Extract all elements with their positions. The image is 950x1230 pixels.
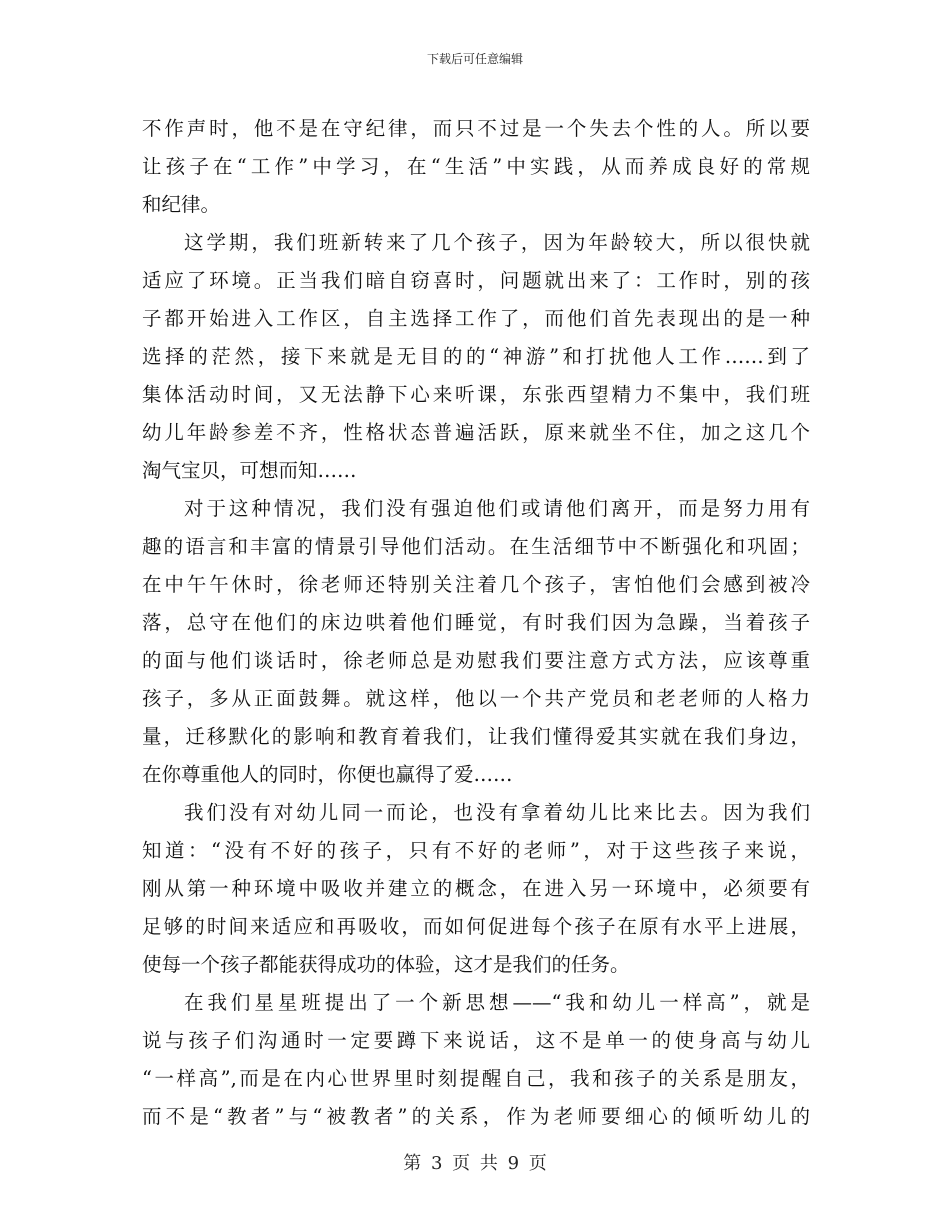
text-line: “一样高”,而是在内心世界里时刻提醒自己，我和孩子的关系是朋友， xyxy=(142,1067,810,1090)
text-line: 孩子，多从正面鼓舞。就这样，他以一个共产党员和老老师的人格力 xyxy=(142,687,810,710)
text-line: 和纪律。 xyxy=(142,193,221,216)
text-line: 子都开始进入工作区，自主选择工作了，而他们首先表现出的是一种 xyxy=(142,307,810,330)
text-line: 淘气宝贝，可想而知…… xyxy=(142,459,357,482)
text-line: 量，迁移默化的影响和教育着我们，让我们懂得爱其实就在我们身边， xyxy=(142,725,810,748)
page-header-note: 下载后可任意编辑 xyxy=(426,52,523,66)
text-line: 知道：“没有不好的孩子，只有不好的老师”，对于这些孩子来说， xyxy=(142,839,810,862)
text-line: 集体活动时间，又无法静下心来听课，东张西望精力不集中，我们班 xyxy=(142,383,810,406)
text-line: 说与孩子们沟通时一定要蹲下来说话，这不是单一的使身高与幼儿 xyxy=(142,1029,810,1052)
text-line: 不作声时，他不是在守纪律，而只不过是一个失去个性的人。所以要 xyxy=(142,117,810,140)
text-line: 让孩子在“工作”中学习，在“生活”中实践，从而养成良好的常规 xyxy=(142,155,810,178)
text-line: 对于这种情况，我们没有强迫他们或请他们离开，而是努力用有 xyxy=(184,497,810,520)
text-line: 幼儿年龄参差不齐，性格状态普遍活跃，原来就坐不住，加之这几个 xyxy=(142,421,810,444)
page-footer-page-number: 第 3 页 共 9 页 xyxy=(403,1153,547,1174)
text-line: 适应了环境。正当我们暗自窃喜时，问题就出来了：工作时，别的孩 xyxy=(142,269,810,292)
text-line: 而不是“教者”与“被教者”的关系，作为老师要细心的倾听幼儿的 xyxy=(142,1105,810,1128)
text-line: 刚从第一种环境中吸收并建立的概念，在进入另一环境中，必须要有 xyxy=(142,877,810,900)
text-line: 的面与他们谈话时，徐老师总是劝慰我们要注意方式方法，应该尊重 xyxy=(142,649,810,672)
text-line: 在我们星星班提出了一个新思想——“我和幼儿一样高”，就是 xyxy=(184,991,810,1014)
text-line: 使每一个孩子都能获得成功的体验，这才是我们的任务。 xyxy=(142,953,630,976)
text-line: 这学期，我们班新转来了几个孩子，因为年龄较大，所以很快就 xyxy=(184,231,810,254)
text-line: 在中午午休时，徐老师还特别关注着几个孩子，害怕他们会感到被冷 xyxy=(142,573,810,596)
text-line: 落，总守在他们的床边哄着他们睡觉，有时我们因为急躁，当着孩子 xyxy=(142,611,810,634)
text-line: 在你尊重他人的同时，你便也赢得了爱…… xyxy=(142,763,513,786)
text-line: 我们没有对幼儿同一而论，也没有拿着幼儿比来比去。因为我们 xyxy=(184,801,810,824)
text-line: 足够的时间来适应和再吸收，而如何促进每个孩子在原有水平上进展， xyxy=(142,915,810,938)
body-text xyxy=(142,110,810,1136)
text-line: 选择的茫然，接下来就是无目的的“神游”和打扰他人工作……到了 xyxy=(142,345,810,368)
text-line: 趣的语言和丰富的情景引导他们活动。在生活细节中不断强化和巩固； xyxy=(142,535,810,558)
